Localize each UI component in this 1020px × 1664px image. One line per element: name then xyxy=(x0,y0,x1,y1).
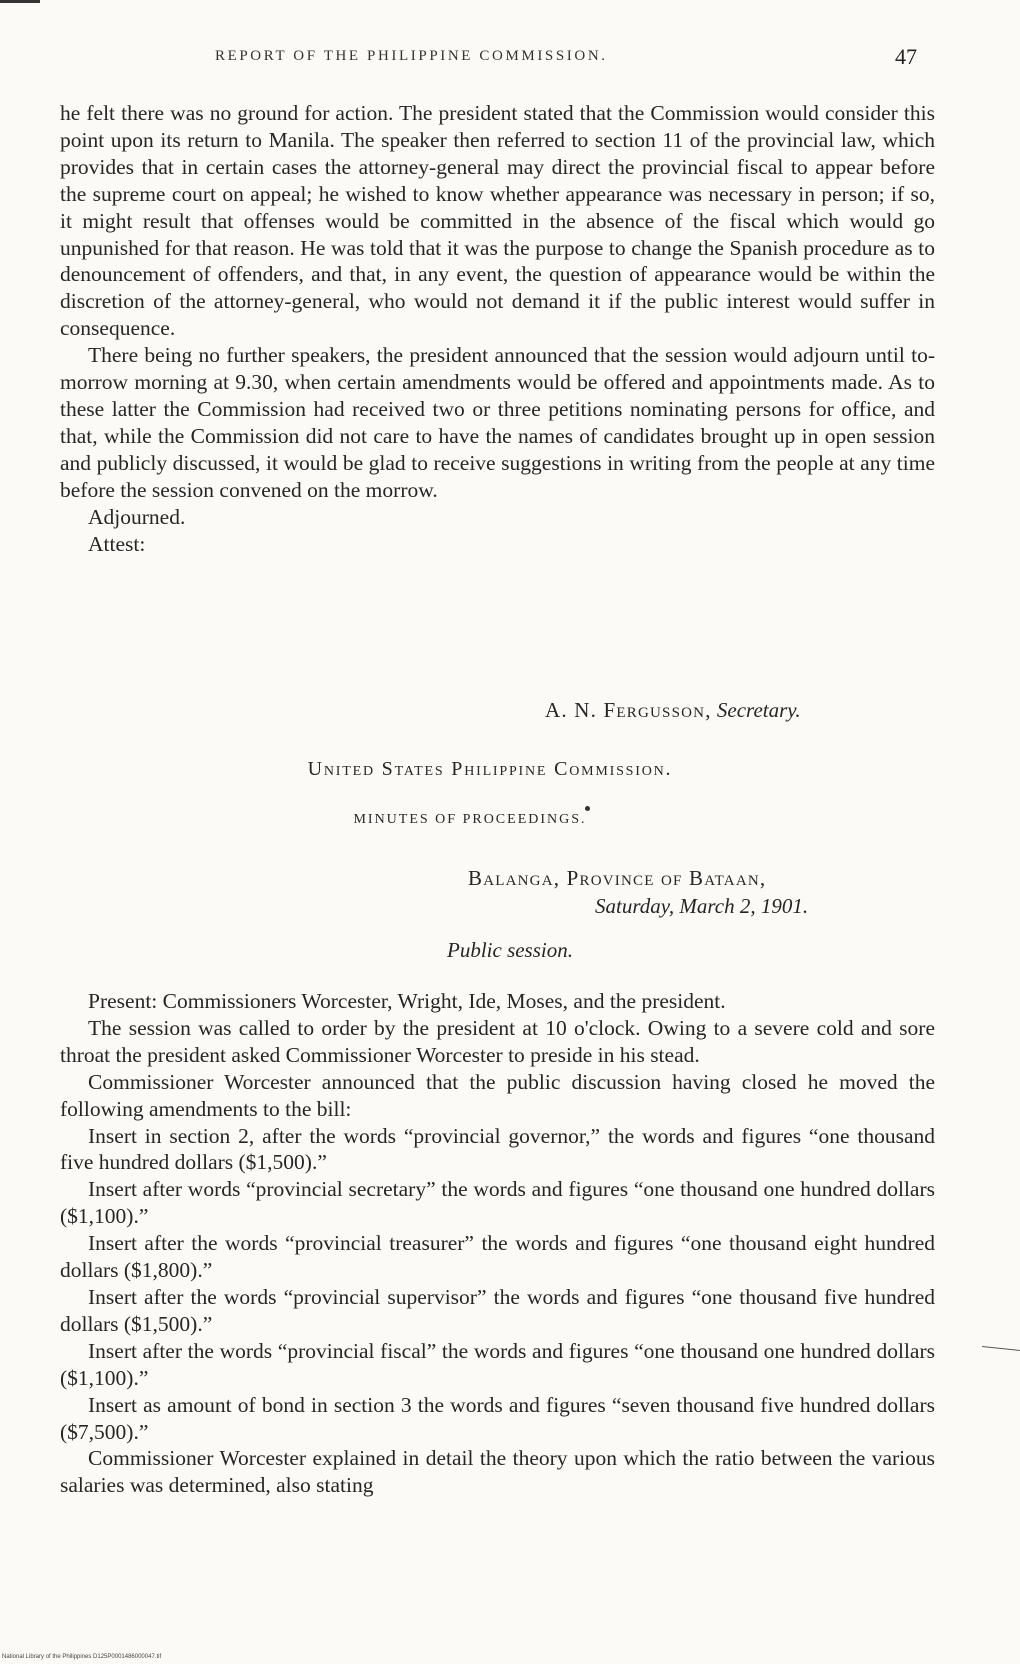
paragraph: The session was called to order by the president at 10 o'clock. Owing to a severe cold and sore throat the president asked Commissioner Worcester to preside in his stead. xyxy=(60,1015,935,1067)
scan-footer-id: National Library of the Philippines D125P0001486000047.tif xyxy=(2,1654,162,1660)
ornament-dot xyxy=(585,806,590,811)
amendment-paragraph: Insert as amount of bond in section 3 the words and figures “seven thousand five hundred dollars ($7,500).” xyxy=(60,1392,935,1444)
running-title: REPORT OF THE PHILIPPINE COMMISSION. xyxy=(215,48,608,64)
paragraph: There being no further speakers, the president announced that the session would adjourn until to-morrow morning at 9.30, when certain amendments would be offered and appointments made. As to these latter the Commission had received two or three petitions nominating persons for office, and that, while the Commission did not care to have the names of candidates brought up in open session and publicly discussed, it would be glad to receive suggestions in writing from the people at any time before the session convened on the morrow. xyxy=(60,343,935,502)
paragraph: he felt there was no ground for action. The president stated that the Commission would consider this point upon its return to Manila. The speaker then referred to section 11 of the provincial law, which provides that in certain cases the attorney-general may direct the provincial fiscal to appear before the supreme court on appeal; he wished to know whether appearance was necessary in person; if so, it might result that offenses would be committed in the absence of the fiscal which would go unpunished for that reason. He was told that it was the purpose to change the Spanish procedure as to denouncement of offenders, and that, in any event, the question of appearance would be within the discretion of the attorney-general, who would not demand it if the public interest would suffer in consequence. xyxy=(60,101,935,341)
text-block-minutes xyxy=(60,988,935,1499)
amendment-paragraph: Insert in section 2, after the words “provincial governor,” the words and figures “one thousand five hundred dollars ($1,500).” xyxy=(60,1123,935,1175)
page-number: 47 xyxy=(895,44,917,69)
amendment-paragraph: Insert after the words “provincial fiscal” the words and figures “one thousand one hundred dollars ($1,100).” xyxy=(60,1338,935,1390)
attest-label: Attest: xyxy=(88,531,146,556)
secretary-signature xyxy=(545,698,801,723)
scan-corner-mark xyxy=(0,0,40,3)
session-label: Public session. xyxy=(447,938,573,962)
amendment-paragraph: Insert after words “provincial secretary” the words and figures “one thousand one hundred dollars ($1,100).” xyxy=(60,1177,935,1229)
text-block-top xyxy=(60,100,935,557)
commission-heading: United States Philippine Commission. xyxy=(307,758,673,780)
amendment-paragraph: Insert after the words “provincial supervisor” the words and figures “one thousand five hundred dollars ($1,500).” xyxy=(60,1284,935,1336)
paragraph: Commissioner Worcester announced that the public discussion having closed he moved the following amendments to the bill: xyxy=(60,1069,935,1121)
paragraph: Commissioner Worcester explained in detail the theory upon which the ratio between the various salaries was determined, also stating xyxy=(60,1446,935,1498)
signature-name: A. N. Fergusson, xyxy=(545,698,712,722)
place-line: Balanga, Province of Bataan, xyxy=(468,866,767,890)
signature-title: Secretary. xyxy=(716,698,801,722)
minutes-subheading: MINUTES OF PROCEEDINGS. xyxy=(353,812,587,827)
date-line: Saturday, March 2, 1901. xyxy=(595,894,809,918)
paragraph: Present: Commissioners Worcester, Wright, Ide, Moses, and the president. xyxy=(88,989,726,1013)
amendment-paragraph: Insert after the words “provincial treasurer” the words and figures “one thousand eight hundred dollars ($1,800).” xyxy=(60,1231,935,1283)
scan-edge-mark xyxy=(982,1346,1020,1351)
adjourned-line: Adjourned. xyxy=(88,504,186,529)
